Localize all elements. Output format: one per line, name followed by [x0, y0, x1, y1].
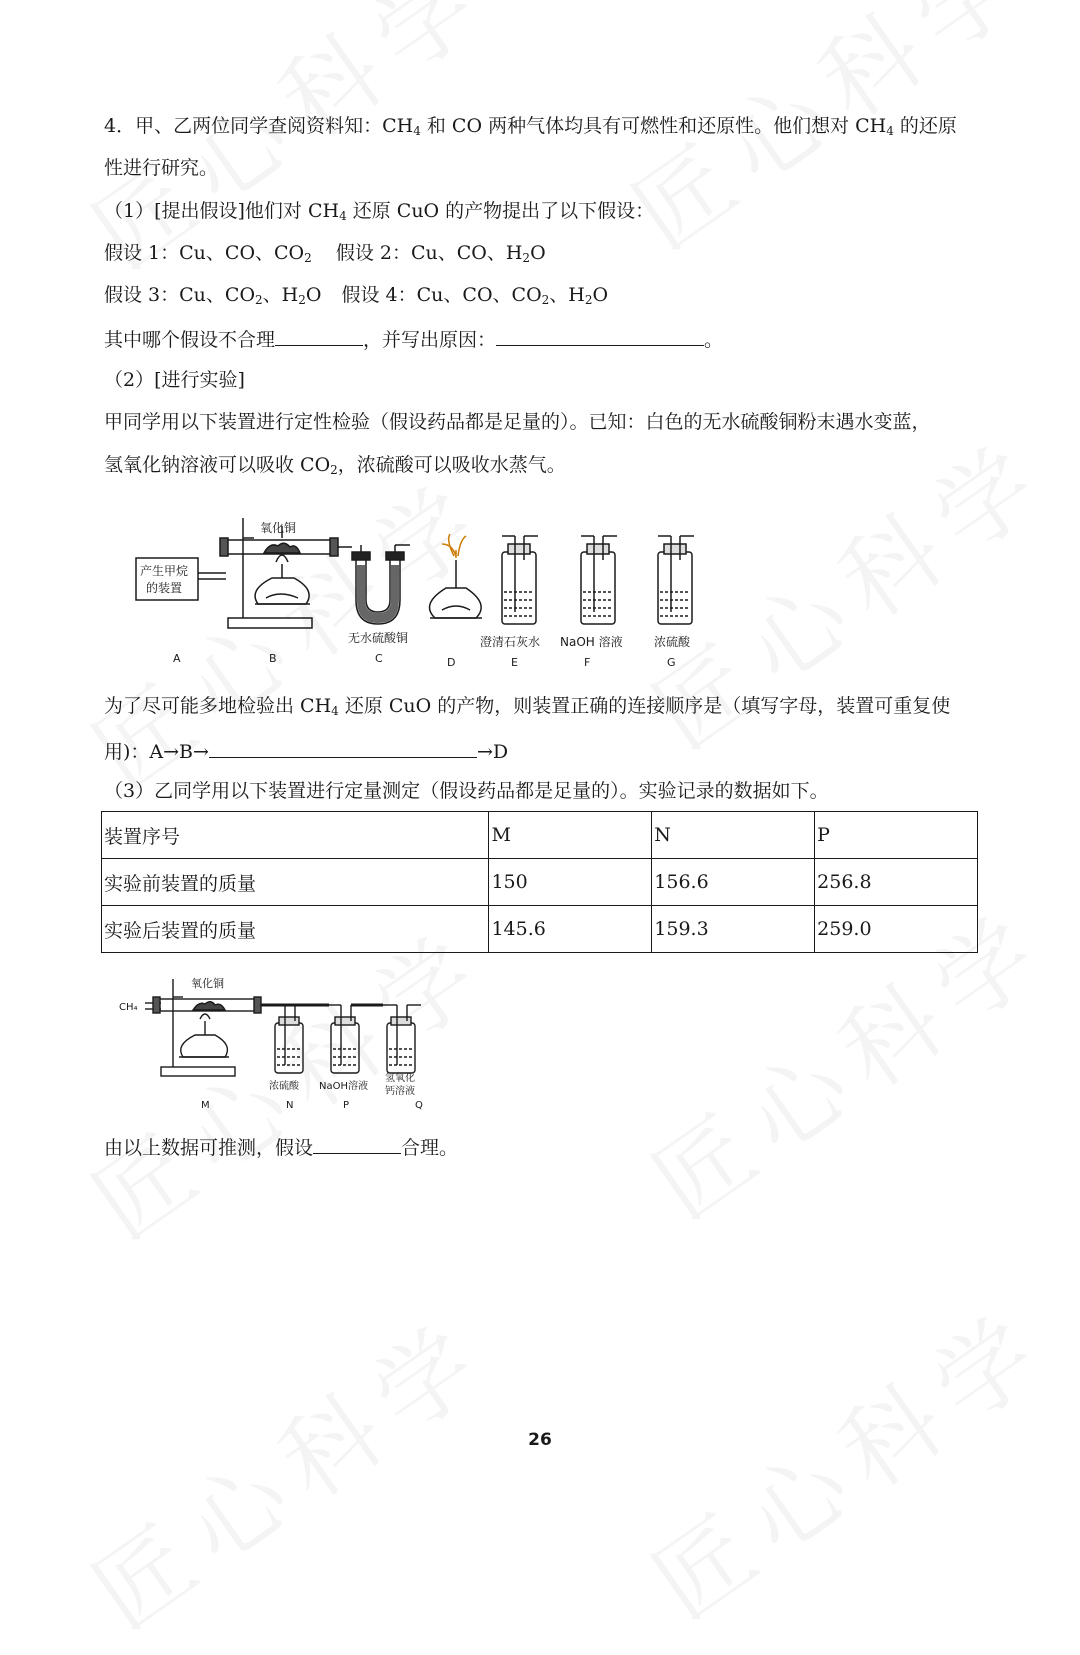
table-cell: 实验后装置的质量 — [102, 906, 489, 953]
reagent-label-e: 澄清石灰水 — [480, 635, 541, 649]
part3-heading: （3）乙同学用以下装置进行定量测定（假设药品都是足量的）。实验记录的数据如下。 — [104, 780, 829, 802]
answer-blank-hypothesis[interactable] — [313, 1133, 401, 1154]
part2-text-line2: 氢氧化钠溶液可以吸收 $CO_2$，浓硫酸可以吸收水蒸气。 — [104, 454, 566, 477]
hypothesis-1: 假设 1：Cu、CO、$CO_2$ — [104, 242, 312, 265]
hypothesis-2: 假设 2：Cu、CO、$H_2O$ — [335, 242, 546, 265]
watermark — [62, 1282, 514, 1655]
apparatus-letter: F — [584, 656, 591, 669]
hypothesis-3: 假设 3：Cu、$CO_2$、$H_2O$ — [104, 284, 322, 307]
part2-question-line2: 用)：A→B→ →D — [104, 737, 508, 764]
reagent-label-n: 浓硫酸 — [269, 1081, 299, 1092]
table-header-cell: M — [489, 812, 652, 859]
apparatus-letter: M — [201, 1100, 210, 1111]
page-number: 26 — [528, 1430, 552, 1450]
apparatus-letter: G — [667, 656, 676, 669]
apparatus-letter: P — [343, 1100, 350, 1111]
apparatus-letter: C — [375, 652, 383, 665]
reagent-label-p: NaOH溶液 — [319, 1081, 368, 1092]
table-cell: 259.0 — [815, 906, 978, 953]
hypothesis-row-2 — [104, 283, 608, 312]
part2-text-line1: 甲同学用以下装置进行定性检验（假设药品都是足量的）。已知：白色的无水硫酸铜粉末遇水变蓝， — [104, 411, 931, 433]
table-cell: 256.8 — [815, 859, 978, 906]
hypothesis-4: 假设 4：Cu、CO、$CO_2$、$H_2O$ — [341, 284, 609, 307]
apparatus-letter: N — [286, 1100, 294, 1111]
apparatus-letter: Q — [415, 1100, 423, 1111]
question-intro-line1: 4．甲、乙两位同学查阅资料知：$CH_4$ 和 CO 两种气体均具有可燃性和还原性。他们想对 $CH_4$ 的还原 — [104, 115, 957, 138]
table-cell: 150 — [489, 859, 652, 906]
answer-blank-unreasonable[interactable] — [275, 325, 363, 346]
table-header-row — [102, 812, 978, 859]
table-cell: 145.6 — [489, 906, 652, 953]
reagent-label-c: 无水硫酸铜 — [348, 631, 409, 645]
apparatus-letter: D — [447, 656, 456, 669]
answer-blank-reason[interactable] — [496, 325, 704, 346]
apparatus-figure-2 — [115, 965, 435, 1115]
data-table — [101, 811, 978, 953]
apparatus-figure-1 — [130, 500, 720, 675]
cuo-label: 氧化铜 — [191, 977, 224, 990]
part2-heading: （2）[进行实验] — [104, 369, 245, 391]
answer-blank-order[interactable] — [209, 737, 477, 758]
table-row — [102, 906, 978, 953]
apparatus-letter: A — [173, 652, 181, 665]
table-cell: 159.3 — [652, 906, 815, 953]
table-cell: 156.6 — [652, 859, 815, 906]
apparatus-letter: B — [269, 652, 277, 665]
question-number: 4． — [104, 115, 136, 137]
apparatus-letter: E — [511, 656, 518, 669]
reagent-label-f: NaOH 溶液 — [560, 635, 623, 649]
inlet-label: CH₄ — [119, 1002, 138, 1013]
part2-question-line1: 为了尽可能多地检验出 $CH_4$ 还原 CuO 的产物，则装置正确的连接顺序是（填写字母，装置可重复使 — [104, 695, 951, 718]
table-header-cell: P — [815, 812, 978, 859]
cuo-label: 氧化铜 — [260, 521, 297, 535]
reagent-label-q: 钙溶液 — [385, 1086, 415, 1097]
reagent-label-q: 氢氧化 — [385, 1073, 415, 1084]
part1-question: 其中哪个假设不合理 ，并写出原因： 。 — [104, 325, 723, 352]
reagent-label-g: 浓硫酸 — [654, 635, 691, 649]
table-row — [102, 859, 978, 906]
part3-conclusion: 由以上数据可推测，假设 合理。 — [104, 1133, 458, 1160]
source-box-label: 的装置 — [146, 581, 183, 595]
watermark — [622, 1272, 1074, 1646]
question-intro-line2: 性进行研究。 — [104, 157, 219, 179]
table-header-cell: 装置序号 — [102, 812, 489, 859]
hypothesis-row-1 — [104, 241, 546, 270]
table-cell: 实验前装置的质量 — [102, 859, 489, 906]
source-box-label: 产生甲烷 — [140, 564, 189, 578]
part1-heading: （1）[提出假设]他们对 $CH_4$ 还原 CuO 的产物提出了以下假设： — [104, 200, 655, 223]
table-header-cell: N — [652, 812, 815, 859]
